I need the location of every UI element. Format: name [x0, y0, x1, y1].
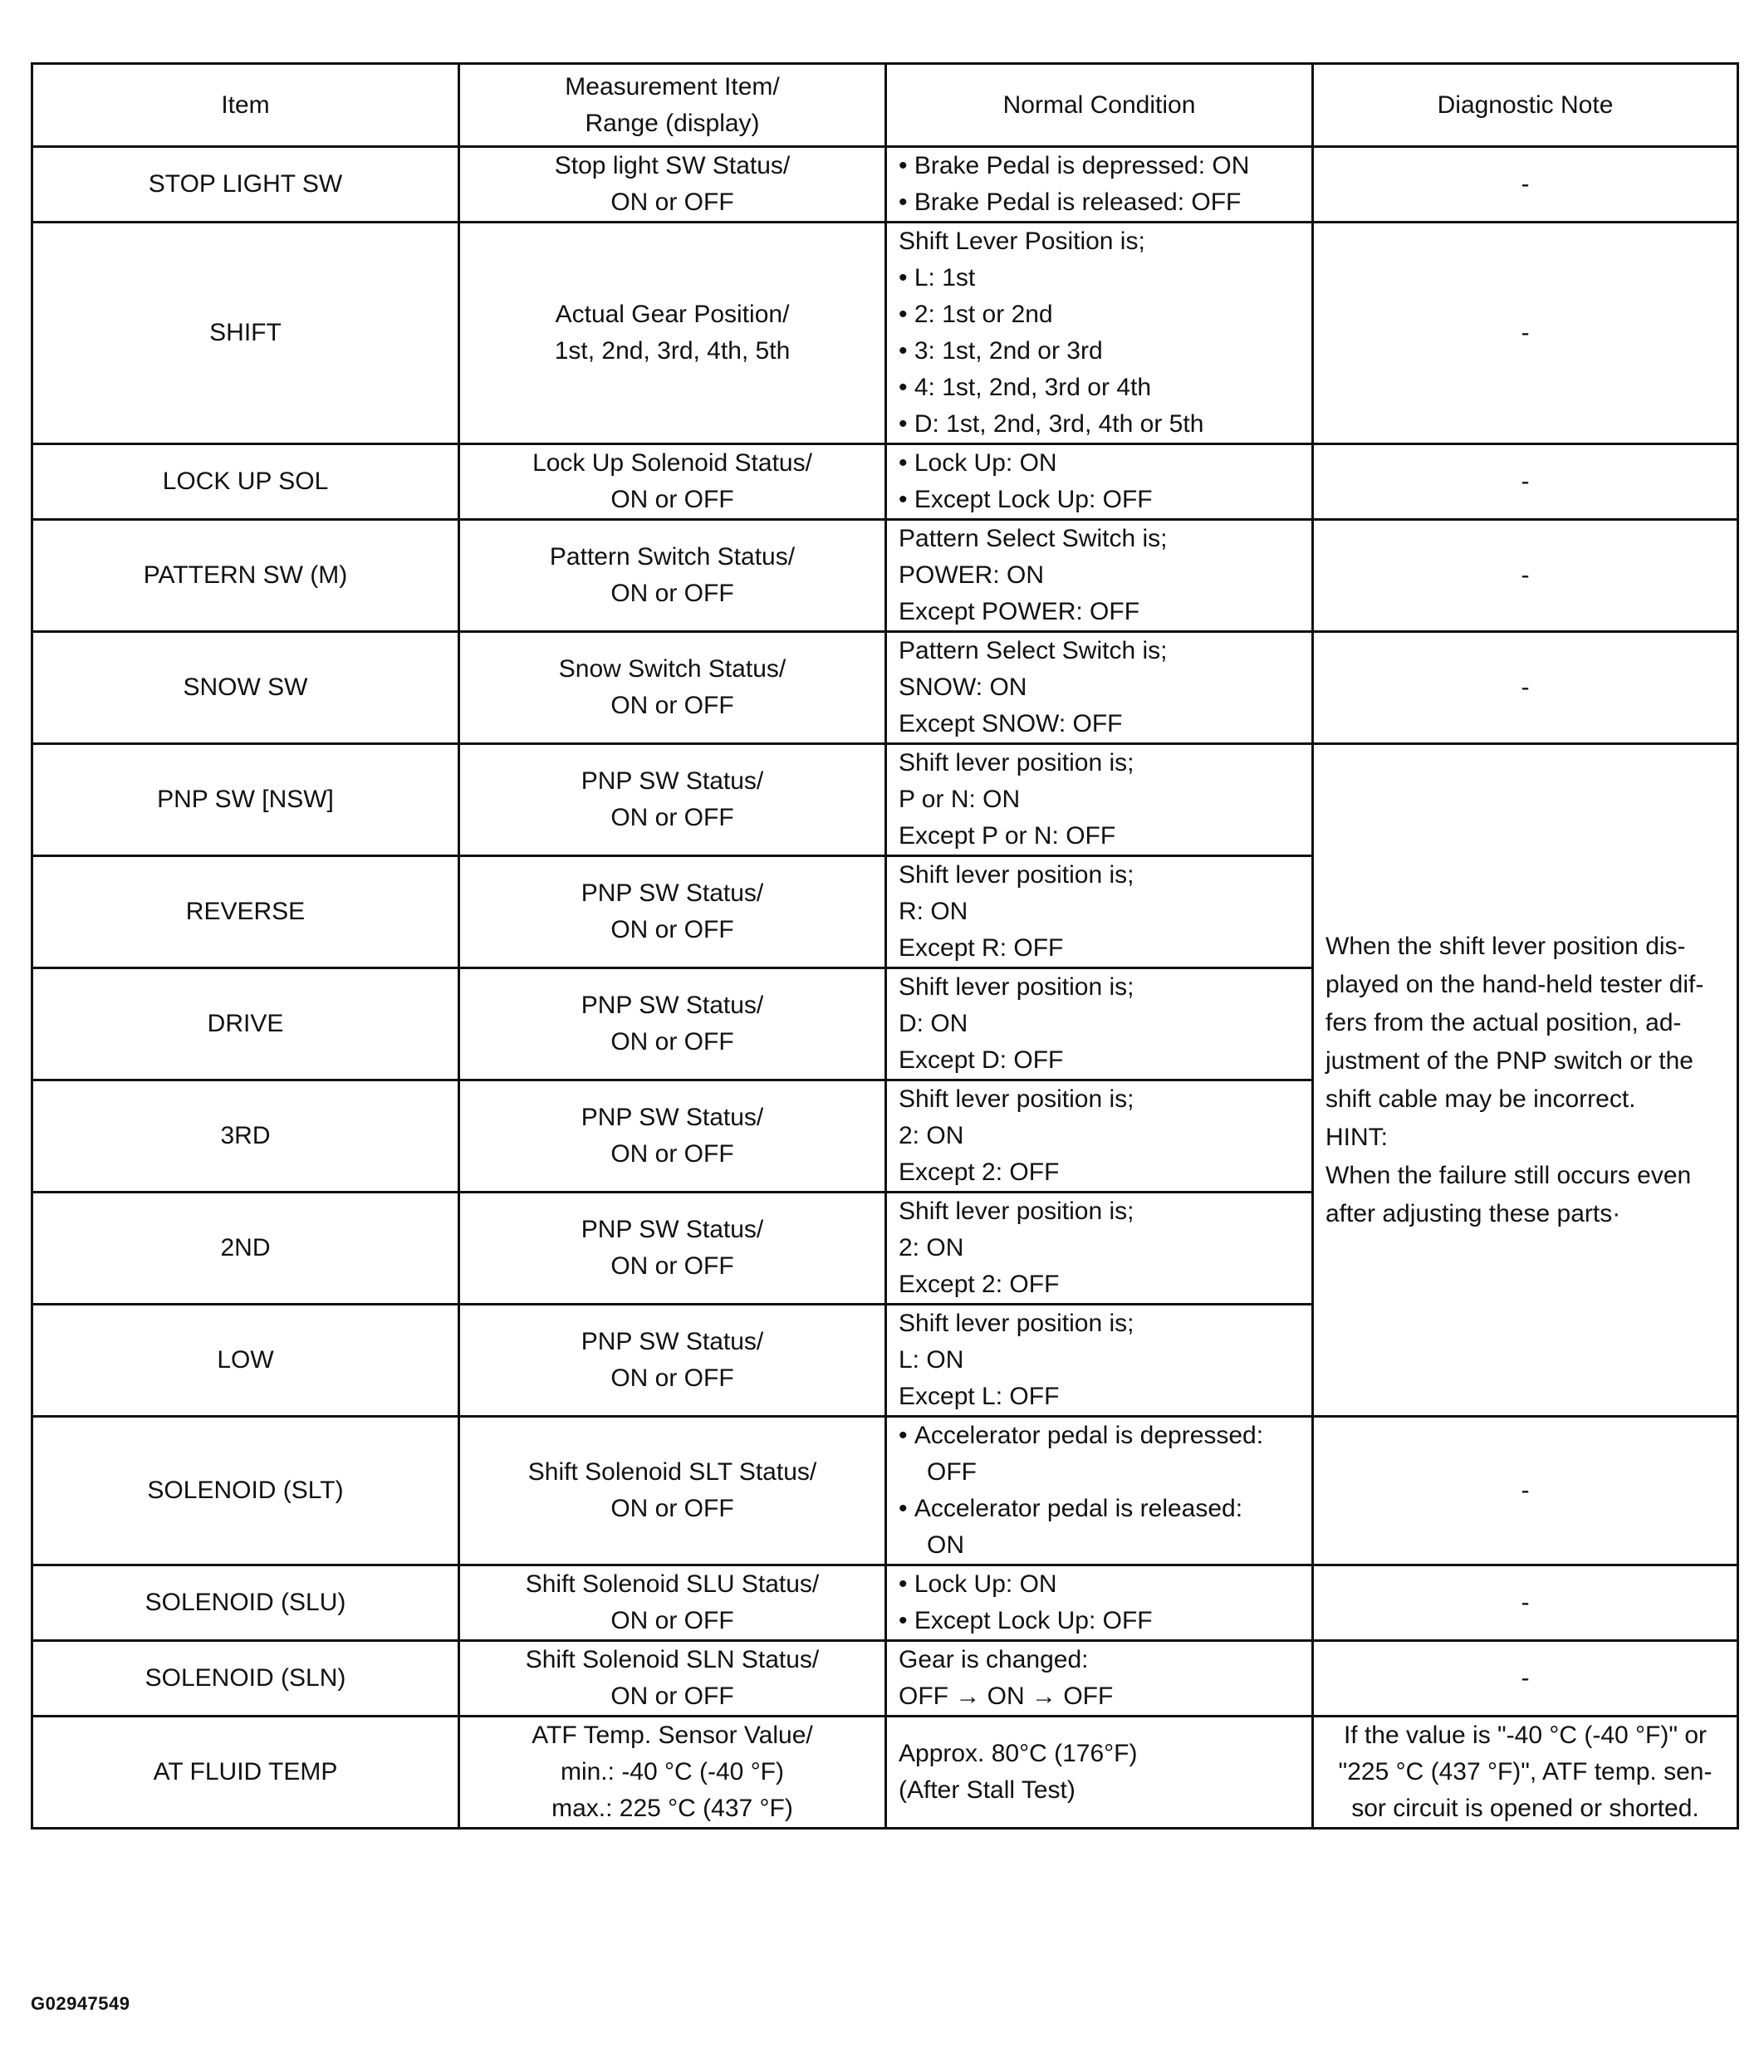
normal-condition-cell [886, 1717, 1313, 1829]
table-row [32, 1565, 1738, 1641]
condition-line: Pattern Select Switch is; [899, 525, 1168, 552]
item-cell: STOP LIGHT SW [32, 147, 459, 223]
condition-line: Except POWER: OFF [899, 598, 1140, 625]
table-row [32, 520, 1738, 632]
normal-condition-cell [886, 744, 1313, 856]
normal-condition-cell [886, 147, 1313, 223]
measurement-line: Shift Solenoid SLT Status/ [527, 1458, 817, 1486]
normal-condition-cell [886, 223, 1313, 444]
condition-line: • 2: 1st or 2nd [899, 296, 1300, 333]
header-measurement-line: Range (display) [585, 109, 760, 137]
note-line: justment of the PNP switch or the [1325, 1046, 1693, 1075]
condition-line: R: ON [899, 898, 968, 925]
condition-line: Shift lever position is; [899, 973, 1134, 1001]
measurement-line: ON or OFF [610, 916, 734, 943]
measurement-line: PNP SW Status/ [581, 1216, 764, 1243]
condition-line: Except 2: OFF [899, 1158, 1060, 1186]
table-row [32, 1717, 1738, 1829]
diagnostic-note-cell [1313, 444, 1738, 520]
measurement-line: Pattern Switch Status/ [549, 543, 796, 571]
condition-line: Shift lever position is; [899, 861, 1134, 889]
measurement-line: ON or OFF [610, 1683, 734, 1710]
measurement-cell [459, 1080, 886, 1193]
condition-line: • Except Lock Up: OFF [899, 1603, 1300, 1639]
measurement-line: ON or OFF [610, 804, 734, 831]
normal-condition-cell [886, 1193, 1313, 1305]
condition-line: (After Stall Test) [899, 1776, 1076, 1804]
note-line: - [1521, 561, 1530, 589]
measurement-cell [459, 1565, 886, 1641]
condition-line: Approx. 80°C (176°F) [899, 1740, 1138, 1767]
diagnostic-note-cell [1313, 1641, 1738, 1717]
measurement-line: Actual Gear Position/ [555, 301, 790, 328]
table-row [32, 1641, 1738, 1717]
condition-line: Except SNOW: OFF [899, 710, 1123, 737]
header-item: Item [32, 64, 459, 147]
diagnostic-note-cell [1313, 223, 1738, 444]
note-line: If the value is "-40 °C (-40 °F)" or [1343, 1722, 1708, 1749]
note-line: - [1521, 1477, 1530, 1504]
item-cell: SOLENOID (SLU) [32, 1565, 459, 1641]
condition-line: Pattern Select Switch is; [899, 637, 1168, 664]
condition-line: Shift lever position is; [899, 1085, 1134, 1113]
item-cell: AT FLUID TEMP [32, 1717, 459, 1829]
condition-line: Shift lever position is; [899, 1310, 1134, 1337]
header-measurement [459, 64, 886, 147]
measurement-cell [459, 632, 886, 744]
condition-line: POWER: ON [899, 561, 1045, 589]
measurement-line: ATF Temp. Sensor Value/ [532, 1722, 813, 1749]
condition-line: • Brake Pedal is released: OFF [899, 184, 1300, 221]
condition-line: • Lock Up: ON [899, 445, 1300, 482]
measurement-cell [459, 1193, 886, 1305]
condition-line: • 3: 1st, 2nd or 3rd [899, 333, 1300, 370]
measurement-line: ON or OFF [610, 692, 734, 719]
measurement-line: Shift Solenoid SLN Status/ [525, 1646, 820, 1673]
condition-line: • Brake Pedal is depressed: ON [899, 148, 1300, 184]
measurement-line: ON or OFF [610, 189, 734, 216]
condition-line: Shift lever position is; [899, 1198, 1134, 1225]
measurement-line: ON or OFF [610, 1495, 734, 1522]
measurement-cell [459, 744, 886, 856]
measurement-cell [459, 1717, 886, 1829]
measurement-line: PNP SW Status/ [581, 879, 764, 907]
measurement-cell [459, 223, 886, 444]
condition-line: Shift Lever Position is; [899, 228, 1145, 255]
condition-line: D: ON [899, 1010, 968, 1037]
condition-line: • Accelerator pedal is released: [899, 1491, 1300, 1527]
item-cell: 3RD [32, 1080, 459, 1193]
table-row [32, 147, 1738, 223]
note-line: - [1521, 1589, 1530, 1616]
normal-condition-cell [886, 1305, 1313, 1417]
measurement-cell [459, 520, 886, 632]
item-cell: REVERSE [32, 856, 459, 968]
diagnostic-note-cell [1313, 632, 1738, 744]
measurement-line: PNP SW Status/ [581, 767, 764, 795]
condition-line: Shift lever position is; [899, 749, 1134, 776]
item-cell: PNP SW [NSW] [32, 744, 459, 856]
table-row [32, 223, 1738, 444]
figure-id: G02947549 [31, 1993, 130, 2014]
measurement-line: Stop light SW Status/ [554, 152, 791, 179]
item-cell: LOCK UP SOL [32, 444, 459, 520]
normal-condition-cell [886, 1565, 1313, 1641]
condition-line: L: ON [899, 1346, 964, 1374]
header-diagnostic-note: Diagnostic Note [1313, 64, 1738, 147]
note-line: fers from the actual position, ad- [1325, 1008, 1682, 1036]
condition-line: • 4: 1st, 2nd, 3rd or 4th [899, 370, 1300, 406]
measurement-line: PNP SW Status/ [581, 992, 764, 1019]
measurement-line: Lock Up Solenoid Status/ [532, 449, 812, 477]
merged-diagnostic-note [1313, 744, 1738, 1417]
measurement-line: ON or OFF [610, 1607, 734, 1634]
normal-condition-cell [886, 632, 1313, 744]
table-row [32, 632, 1738, 744]
note-line: shift cable may be incorrect. [1325, 1085, 1636, 1113]
note-line: - [1521, 674, 1530, 701]
measurement-line: PNP SW Status/ [581, 1328, 764, 1355]
note-line: - [1521, 1664, 1530, 1692]
item-cell: 2ND [32, 1193, 459, 1305]
diagnostic-note-cell [1313, 1565, 1738, 1641]
note-line: HINT: [1325, 1123, 1388, 1151]
note-line: after adjusting these parts· [1325, 1199, 1621, 1227]
condition-line: OFF → ON → OFF [899, 1683, 1114, 1710]
note-line: When the failure still occurs even [1325, 1161, 1692, 1189]
item-cell: SOLENOID (SLT) [32, 1417, 459, 1565]
normal-condition-cell [886, 520, 1313, 632]
condition-line: 2: ON [899, 1234, 964, 1261]
table-row [32, 444, 1738, 520]
condition-line: • D: 1st, 2nd, 3rd, 4th or 5th [899, 406, 1300, 443]
diagnostic-data-table [31, 62, 1739, 1830]
note-line: - [1521, 468, 1530, 495]
condition-line: Except D: OFF [899, 1046, 1064, 1074]
item-cell: DRIVE [32, 968, 459, 1080]
condition-line: • L: 1st [899, 260, 1300, 296]
measurement-cell [459, 147, 886, 223]
condition-line: 2: ON [899, 1122, 964, 1149]
measurement-cell [459, 1305, 886, 1417]
measurement-line: ON or OFF [610, 1028, 734, 1056]
item-cell: SOLENOID (SLN) [32, 1641, 459, 1717]
measurement-cell [459, 968, 886, 1080]
measurement-line: ON or OFF [610, 486, 734, 513]
measurement-line: max.: 225 °C (437 °F) [551, 1795, 793, 1822]
measurement-line: Shift Solenoid SLU Status/ [525, 1570, 820, 1598]
note-line: - [1521, 319, 1530, 346]
condition-line: • Accelerator pedal is depressed: [899, 1418, 1300, 1454]
measurement-line: ON or OFF [610, 580, 734, 607]
condition-line: Except P or N: OFF [899, 822, 1116, 850]
note-line: sor circuit is opened or shorted. [1351, 1795, 1699, 1822]
condition-line: Except R: OFF [899, 934, 1064, 962]
condition-line: • Lock Up: ON [899, 1566, 1300, 1603]
measurement-line: PNP SW Status/ [581, 1104, 764, 1131]
note-line: played on the hand-held tester dif- [1325, 970, 1704, 998]
note-line: - [1521, 170, 1530, 198]
measurement-cell [459, 1417, 886, 1565]
normal-condition-cell [886, 1080, 1313, 1193]
condition-line: OFF [927, 1458, 977, 1486]
normal-condition-cell [886, 444, 1313, 520]
table-row [32, 744, 1738, 856]
note-line: "225 °C (437 °F)", ATF temp. sen- [1338, 1758, 1713, 1785]
condition-line: P or N: ON [899, 786, 1021, 813]
measurement-line: 1st, 2nd, 3rd, 4th, 5th [554, 337, 791, 365]
normal-condition-cell [886, 1417, 1313, 1565]
item-cell: PATTERN SW (M) [32, 520, 459, 632]
condition-line: Gear is changed: [899, 1646, 1089, 1673]
condition-line: • Except Lock Up: OFF [899, 482, 1300, 518]
measurement-line: ON or OFF [610, 1140, 734, 1168]
normal-condition-cell [886, 1641, 1313, 1717]
measurement-cell [459, 444, 886, 520]
header-normal-condition: Normal Condition [886, 64, 1313, 147]
table-header-row [32, 64, 1738, 147]
condition-line: ON [927, 1531, 964, 1559]
condition-line: Except 2: OFF [899, 1271, 1060, 1298]
measurement-line: ON or OFF [610, 1252, 734, 1280]
table-body [32, 147, 1738, 1829]
header-measurement-line: Measurement Item/ [565, 72, 780, 100]
condition-line: Except L: OFF [899, 1383, 1060, 1410]
measurement-line: min.: -40 °C (-40 °F) [560, 1758, 785, 1785]
condition-line: SNOW: ON [899, 674, 1027, 701]
measurement-line: ON or OFF [610, 1364, 734, 1392]
diagnostic-note-cell [1313, 1717, 1738, 1829]
diagnostic-note-cell [1313, 147, 1738, 223]
item-cell: LOW [32, 1305, 459, 1417]
diagnostic-note-cell [1313, 1417, 1738, 1565]
item-cell: SHIFT [32, 223, 459, 444]
measurement-cell [459, 1641, 886, 1717]
diagnostic-note-cell [1313, 520, 1738, 632]
item-cell: SNOW SW [32, 632, 459, 744]
note-line: When the shift lever position dis- [1325, 932, 1686, 960]
normal-condition-cell [886, 968, 1313, 1080]
table-row [32, 1417, 1738, 1565]
normal-condition-cell [886, 856, 1313, 968]
measurement-cell [459, 856, 886, 968]
measurement-line: Snow Switch Status/ [558, 655, 786, 683]
